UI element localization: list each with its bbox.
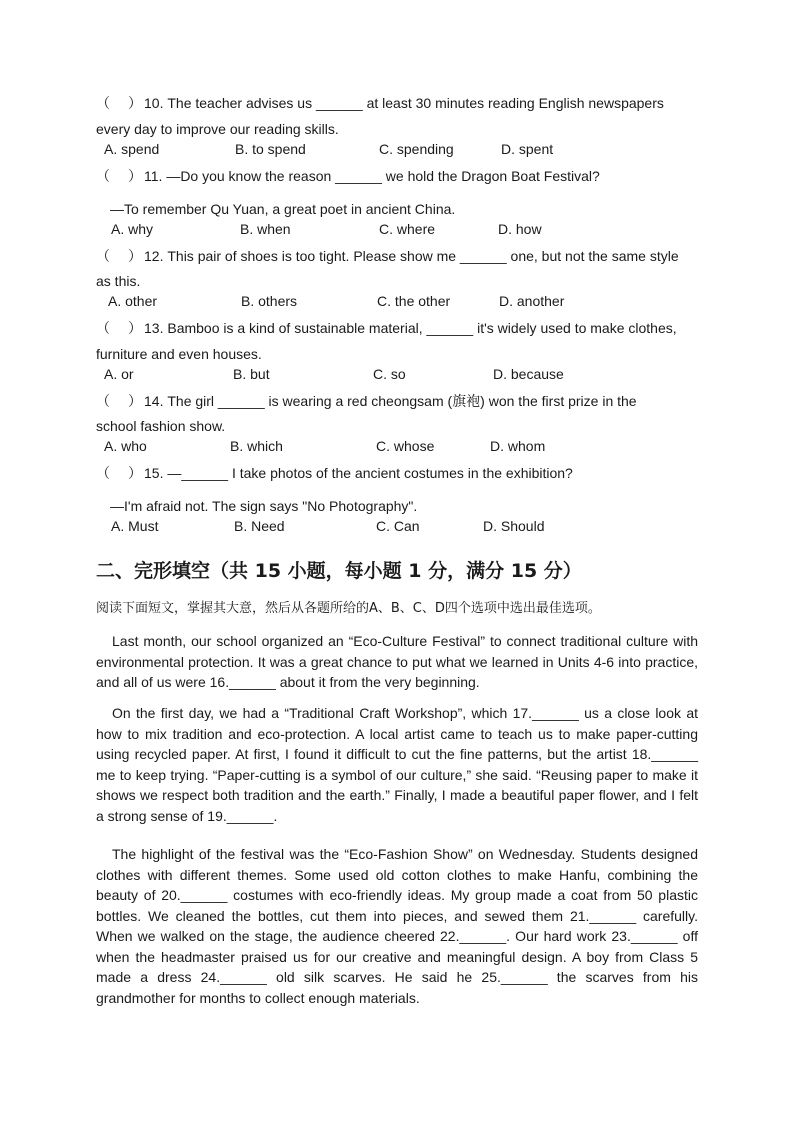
option-c: C. spending (379, 141, 454, 157)
option-a: A. why (111, 221, 154, 237)
option-c: C. whose (376, 438, 435, 454)
option-b: B. others (241, 293, 298, 309)
question-11 (96, 167, 600, 185)
option-a: A. spend (104, 141, 160, 157)
answer-paren: （ ） (96, 168, 144, 184)
answer-paren: （ ） (96, 248, 144, 264)
answer-paren: （ ） (96, 320, 144, 336)
option-d: D. spent (501, 141, 554, 157)
question-stem: 15. —______ I take photos of the ancient costumes in the exhibition? (144, 465, 573, 481)
option-c: C. the other (377, 293, 451, 309)
paragraph-text: On the first day, we had a “Traditional Craft Workshop”, which 17.______ us a close look at how to mix tradition and eco-protection. A local artist came to teach us to make paper-cutting using recycled paper. At first, I found it difficult to cut the fine patterns, but the artist 18.______ me to keep trying. “Paper-cutting is a symbol of our culture,” she said. “Reusing paper to make it shows we respect both tradition and the earth.” Finally, I made a beautiful paper flower, and I felt a strong sense of 19.______. (96, 705, 698, 824)
option-d: D. another (499, 293, 565, 309)
option-b: B. but (233, 366, 270, 382)
option-d: D. whom (490, 438, 546, 454)
section-instruction: 阅读下面短文，掌握其大意，然后从各题所给的A、B、C、D四个选项中选出最佳选项。 (96, 601, 601, 616)
option-c: C. Can (376, 518, 420, 534)
option-a: A. or (104, 366, 134, 382)
option-c: C. so (373, 366, 406, 382)
question-14 (96, 392, 637, 410)
question-12 (96, 247, 679, 265)
question-15-answer-line: —I'm afraid not. The sign says "No Photography". (110, 498, 418, 514)
question-stem: 11. —Do you know the reason ______ we hold the Dragon Boat Festival? (144, 168, 600, 184)
option-d: D. because (493, 366, 564, 382)
question-stem: 13. Bamboo is a kind of sustainable material, ______ it's widely used to make clothes, (144, 320, 677, 336)
option-a: A. Must (111, 518, 159, 534)
answer-paren: （ ） (96, 465, 144, 481)
question-12-continued: as this. (96, 273, 141, 289)
answer-paren: （ ） (96, 95, 144, 111)
option-a: A. other (108, 293, 158, 309)
question-13-continued: furniture and even houses. (96, 346, 262, 362)
question-10-continued: every day to improve our reading skills. (96, 121, 339, 137)
option-b: B. to spend (235, 141, 306, 157)
question-10 (96, 94, 664, 112)
question-stem: 12. This pair of shoes is too tight. Please show me ______ one, but not the same style (144, 248, 679, 264)
answer-paren: （ ） (96, 393, 144, 409)
option-b: B. when (240, 221, 291, 237)
section-title: 二、完形填空（共 15 小题，每小题 1 分，满分 15 分） (96, 560, 582, 582)
option-a: A. who (104, 438, 147, 454)
option-d: D. how (498, 221, 542, 237)
question-11-answer-line: —To remember Qu Yuan, a great poet in ancient China. (110, 201, 456, 217)
option-d: D. Should (483, 518, 545, 534)
passage-paragraph-2 (96, 703, 698, 826)
passage-paragraph-1 (96, 631, 698, 693)
option-c: C. where (379, 221, 436, 237)
question-14-continued: school fashion show. (96, 418, 226, 434)
paragraph-text: Last month, our school organized an “Eco-Culture Festival” to connect traditional culture with environmental protection. It was a great chance to put what we learned in Units 4-6 into practice, and all of us were 16.______ about it from the very beginning. (96, 633, 698, 690)
passage-paragraph-3 (96, 844, 698, 1008)
option-b: B. which (230, 438, 283, 454)
question-stem: 10. The teacher advises us ______ at least 30 minutes reading English newspapers (144, 95, 664, 111)
question-stem: 14. The girl ______ is wearing a red cheongsam (旗袍) won the first prize in the (144, 393, 637, 409)
option-b: B. Need (234, 518, 285, 534)
paragraph-text: The highlight of the festival was the “Eco-Fashion Show” on Wednesday. Students designed clothes with different themes. Some used old cotton clothes to make Hanfu, combining the beauty of 20.______ costumes with eco-friendly ideas. My group made a coat from 50 plastic bottles. We cleaned the bottles, cut them into pieces, and sewed them 21.______ carefully. When we walked on the stage, the audience cheered 22.______. Our hard work 23.______ off when the headmaster praised us for our creative and meaningful design. A boy from Class 5 made a dress 24.______ old silk scarves. He said he 25.______ the scarves from his grandmother for months to collect enough materials. (96, 846, 698, 1006)
question-13 (96, 319, 677, 337)
question-15 (96, 464, 573, 482)
